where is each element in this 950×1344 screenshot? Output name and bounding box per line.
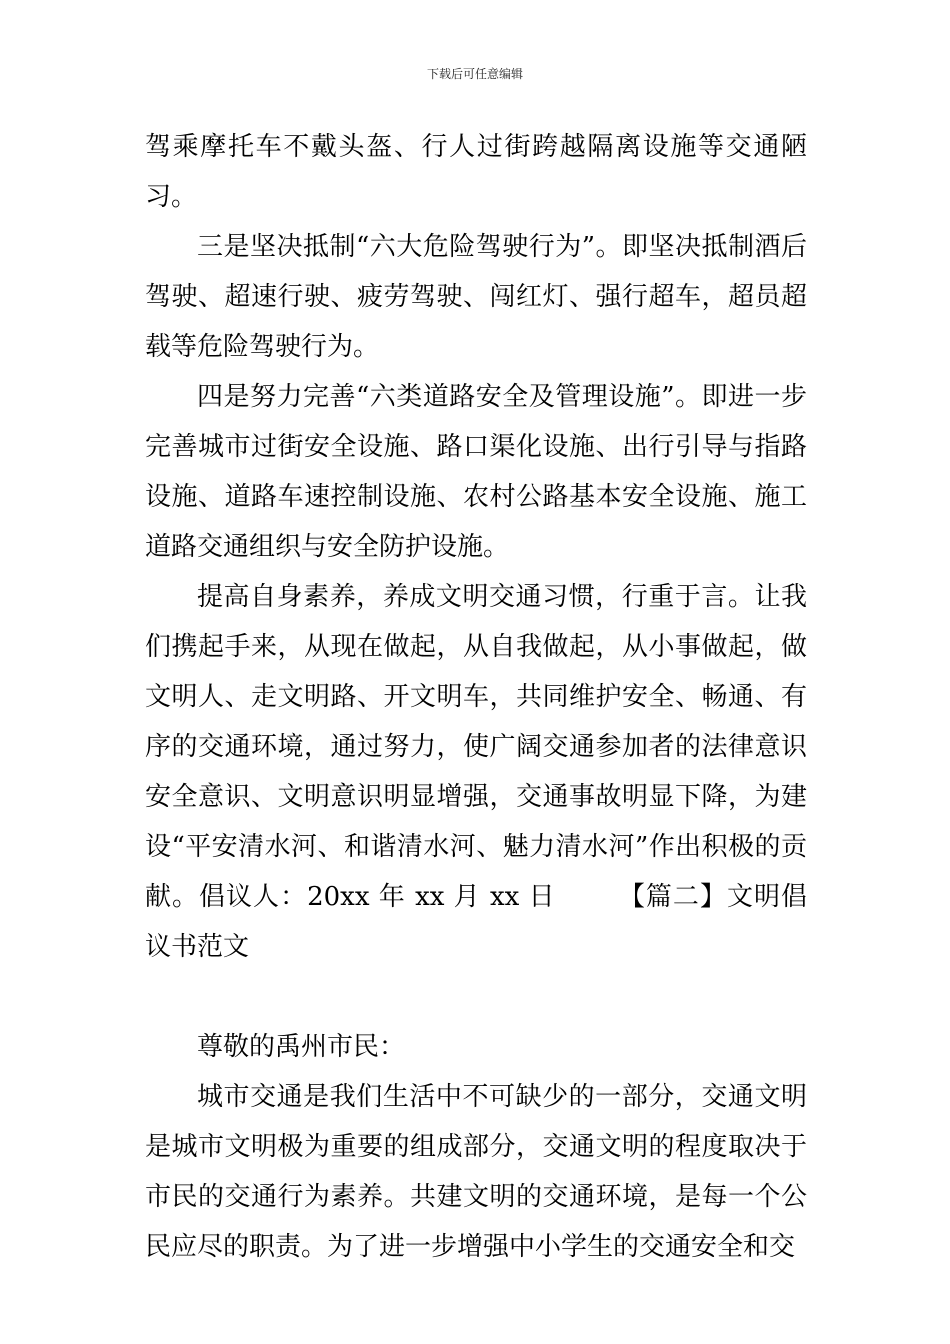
salutation: 尊敬的禹州市民： bbox=[197, 1032, 406, 1062]
paragraph-1: 驾乘摩托车不戴头盔、行人过街跨越隔离设施等交通陋习。 bbox=[145, 132, 807, 212]
paragraph-4: 提高自身素养，养成文明交通习惯，行重于言。让我们携起手来，从现在做起，从自我做起，从小事做起，做文明人、走文明路、开文明车，共同维护安全、畅通、有序的交通环境，通过努力，使广阔交通参加者的法律意识安全意识、文明意识明显增强，交通事故明显下降，为建设“平安清水河、和谐清水河、魅力清水河”作出积极的贡献。倡议人：20xx 年 xx 月 xx 日 【篇二】文明倡议书范文 bbox=[145, 582, 807, 962]
paragraph-6: 城市交通是我们生活中不可缺少的一部分，交通文明是城市文明极为重要的组成部分，交通文明的程度取决于市民的交通行为素养。共建文明的交通环境，是每一个公民应尽的职责。为了进一步增强中小学生的交通安全和交 bbox=[145, 1082, 807, 1262]
page-header: 下载后可任意编辑 bbox=[426, 67, 523, 81]
blank-line bbox=[145, 972, 807, 1022]
paragraph-2: 三是坚决抵制“六大危险驾驶行为”。即坚决抵制酒后驾驶、超速行驶、疲劳驾驶、闯红灯、强行超车，超员超载等危险驾驶行为。 bbox=[145, 232, 807, 362]
document-body bbox=[145, 122, 807, 1272]
paragraph-3: 四是努力完善“六类道路安全及管理设施”。即进一步完善城市过街安全设施、路口渠化设施、出行引导与指路设施、道路车速控制设施、农村公路基本安全设施、施工道路交通组织与安全防护设施。 bbox=[145, 382, 807, 562]
